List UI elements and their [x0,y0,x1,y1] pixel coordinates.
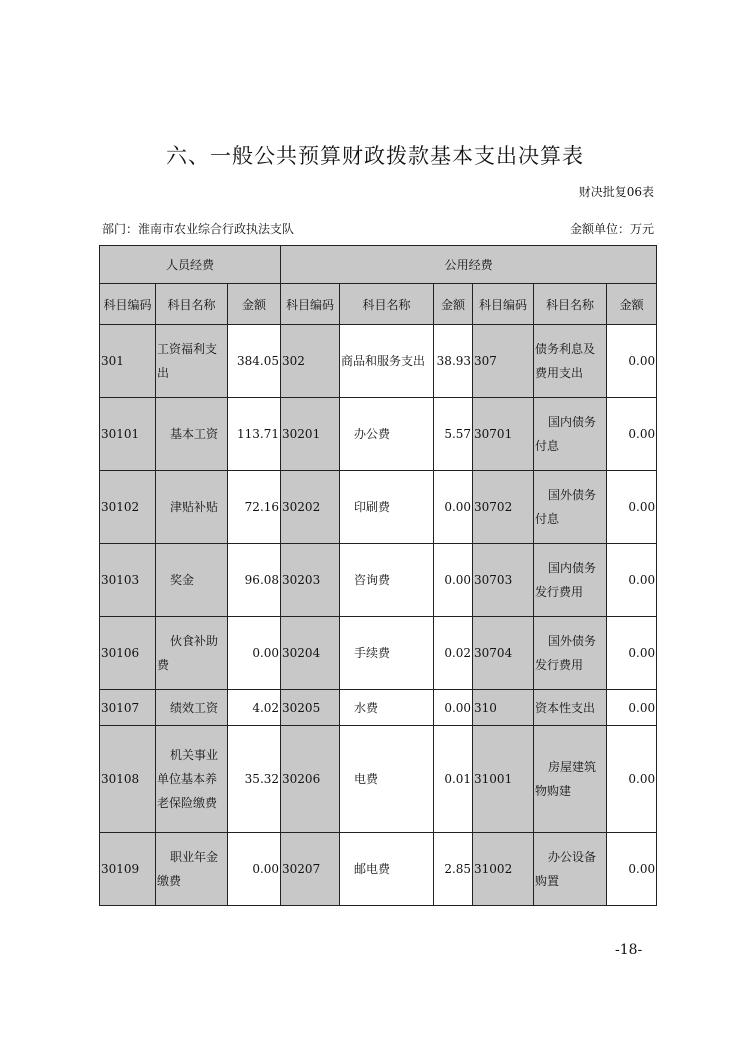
col-code-1: 科目编码 [100,284,156,325]
table-row [100,325,657,398]
row-name: 工资福利支出 [156,325,228,398]
row-name: 电费 [340,726,434,833]
row-name: 咨询费 [340,544,434,617]
group-header-row [100,246,657,284]
row-amount: 0.00 [228,833,281,906]
page-title: 六、一般公共预算财政拨款基本支出决算表 [166,144,584,168]
form-number: 财决批复06表 [578,185,654,199]
row-code: 30206 [281,726,340,833]
row-amount: 4.02 [228,690,281,726]
row-name: 津贴补贴 [156,471,228,544]
column-header-row [100,284,657,325]
row-amount: 0.00 [228,617,281,690]
table-row [100,544,657,617]
public-group-header: 公用经费 [281,246,657,284]
expenditure-table [99,245,657,906]
row-name: 绩效工资 [156,690,228,726]
row-code: 310 [473,690,534,726]
row-code: 30101 [100,398,156,471]
row-amount: 5.57 [434,398,473,471]
row-amount: 0.02 [434,617,473,690]
row-name: 资本性支出 [534,690,607,726]
row-name: 办公费 [340,398,434,471]
row-name: 国外债务付息 [534,471,607,544]
row-amount: 0.00 [607,617,657,690]
row-code: 30103 [100,544,156,617]
row-code: 30701 [473,398,534,471]
row-code: 30102 [100,471,156,544]
row-code: 30703 [473,544,534,617]
row-amount: 0.00 [434,471,473,544]
row-name: 国内债务发行费用 [534,544,607,617]
row-code: 30109 [100,833,156,906]
row-name: 机关事业单位基本养老保险缴费 [156,726,228,833]
table-row [100,833,657,906]
table-row [100,398,657,471]
row-amount: 0.00 [607,471,657,544]
row-name: 手续费 [340,617,434,690]
row-amount: 113.71 [228,398,281,471]
personnel-group-header: 人员经费 [100,246,281,284]
row-code: 30702 [473,471,534,544]
row-amount: 0.01 [434,726,473,833]
row-code: 30207 [281,833,340,906]
row-code: 30704 [473,617,534,690]
row-name: 办公设备购置 [534,833,607,906]
row-code: 30106 [100,617,156,690]
col-amount-2: 金额 [434,284,473,325]
row-amount: 2.85 [434,833,473,906]
row-name: 奖金 [156,544,228,617]
row-code: 30204 [281,617,340,690]
amount-unit-label: 金额单位：万元 [569,222,654,236]
col-name-3: 科目名称 [534,284,607,325]
row-name: 职业年金缴费 [156,833,228,906]
department-label: 部门：淮南市农业综合行政执法支队 [102,222,295,236]
row-name: 邮电费 [340,833,434,906]
row-code: 302 [281,325,340,398]
row-name: 国内债务付息 [534,398,607,471]
row-amount: 38.93 [434,325,473,398]
col-name-2: 科目名称 [340,284,434,325]
row-amount: 0.00 [607,833,657,906]
row-amount: 0.00 [607,690,657,726]
row-code: 30201 [281,398,340,471]
row-name: 债务利息及费用支出 [534,325,607,398]
row-code: 31001 [473,726,534,833]
row-name: 商品和服务支出 [340,325,434,398]
row-code: 30203 [281,544,340,617]
row-code: 301 [100,325,156,398]
row-amount: 0.00 [607,398,657,471]
row-code: 31002 [473,833,534,906]
col-amount-3: 金额 [607,284,657,325]
col-code-2: 科目编码 [281,284,340,325]
col-name-1: 科目名称 [156,284,228,325]
row-code: 307 [473,325,534,398]
col-code-3: 科目编码 [473,284,534,325]
table-row [100,471,657,544]
row-amount: 72.16 [228,471,281,544]
row-name: 房屋建筑物购建 [534,726,607,833]
row-code: 30107 [100,690,156,726]
table-row [100,617,657,690]
row-amount: 0.00 [607,544,657,617]
page-number: -18- [615,942,643,958]
row-name: 印刷费 [340,471,434,544]
col-amount-1: 金额 [228,284,281,325]
row-amount: 0.00 [434,544,473,617]
row-name: 国外债务发行费用 [534,617,607,690]
row-code: 30108 [100,726,156,833]
row-code: 30205 [281,690,340,726]
row-amount: 0.00 [434,690,473,726]
table-row [100,690,657,726]
row-name: 水费 [340,690,434,726]
row-name: 基本工资 [156,398,228,471]
row-amount: 0.00 [607,726,657,833]
row-amount: 384.05 [228,325,281,398]
row-name: 伙食补助费 [156,617,228,690]
row-amount: 35.32 [228,726,281,833]
row-code: 30202 [281,471,340,544]
table-row [100,726,657,833]
row-amount: 0.00 [607,325,657,398]
row-amount: 96.08 [228,544,281,617]
